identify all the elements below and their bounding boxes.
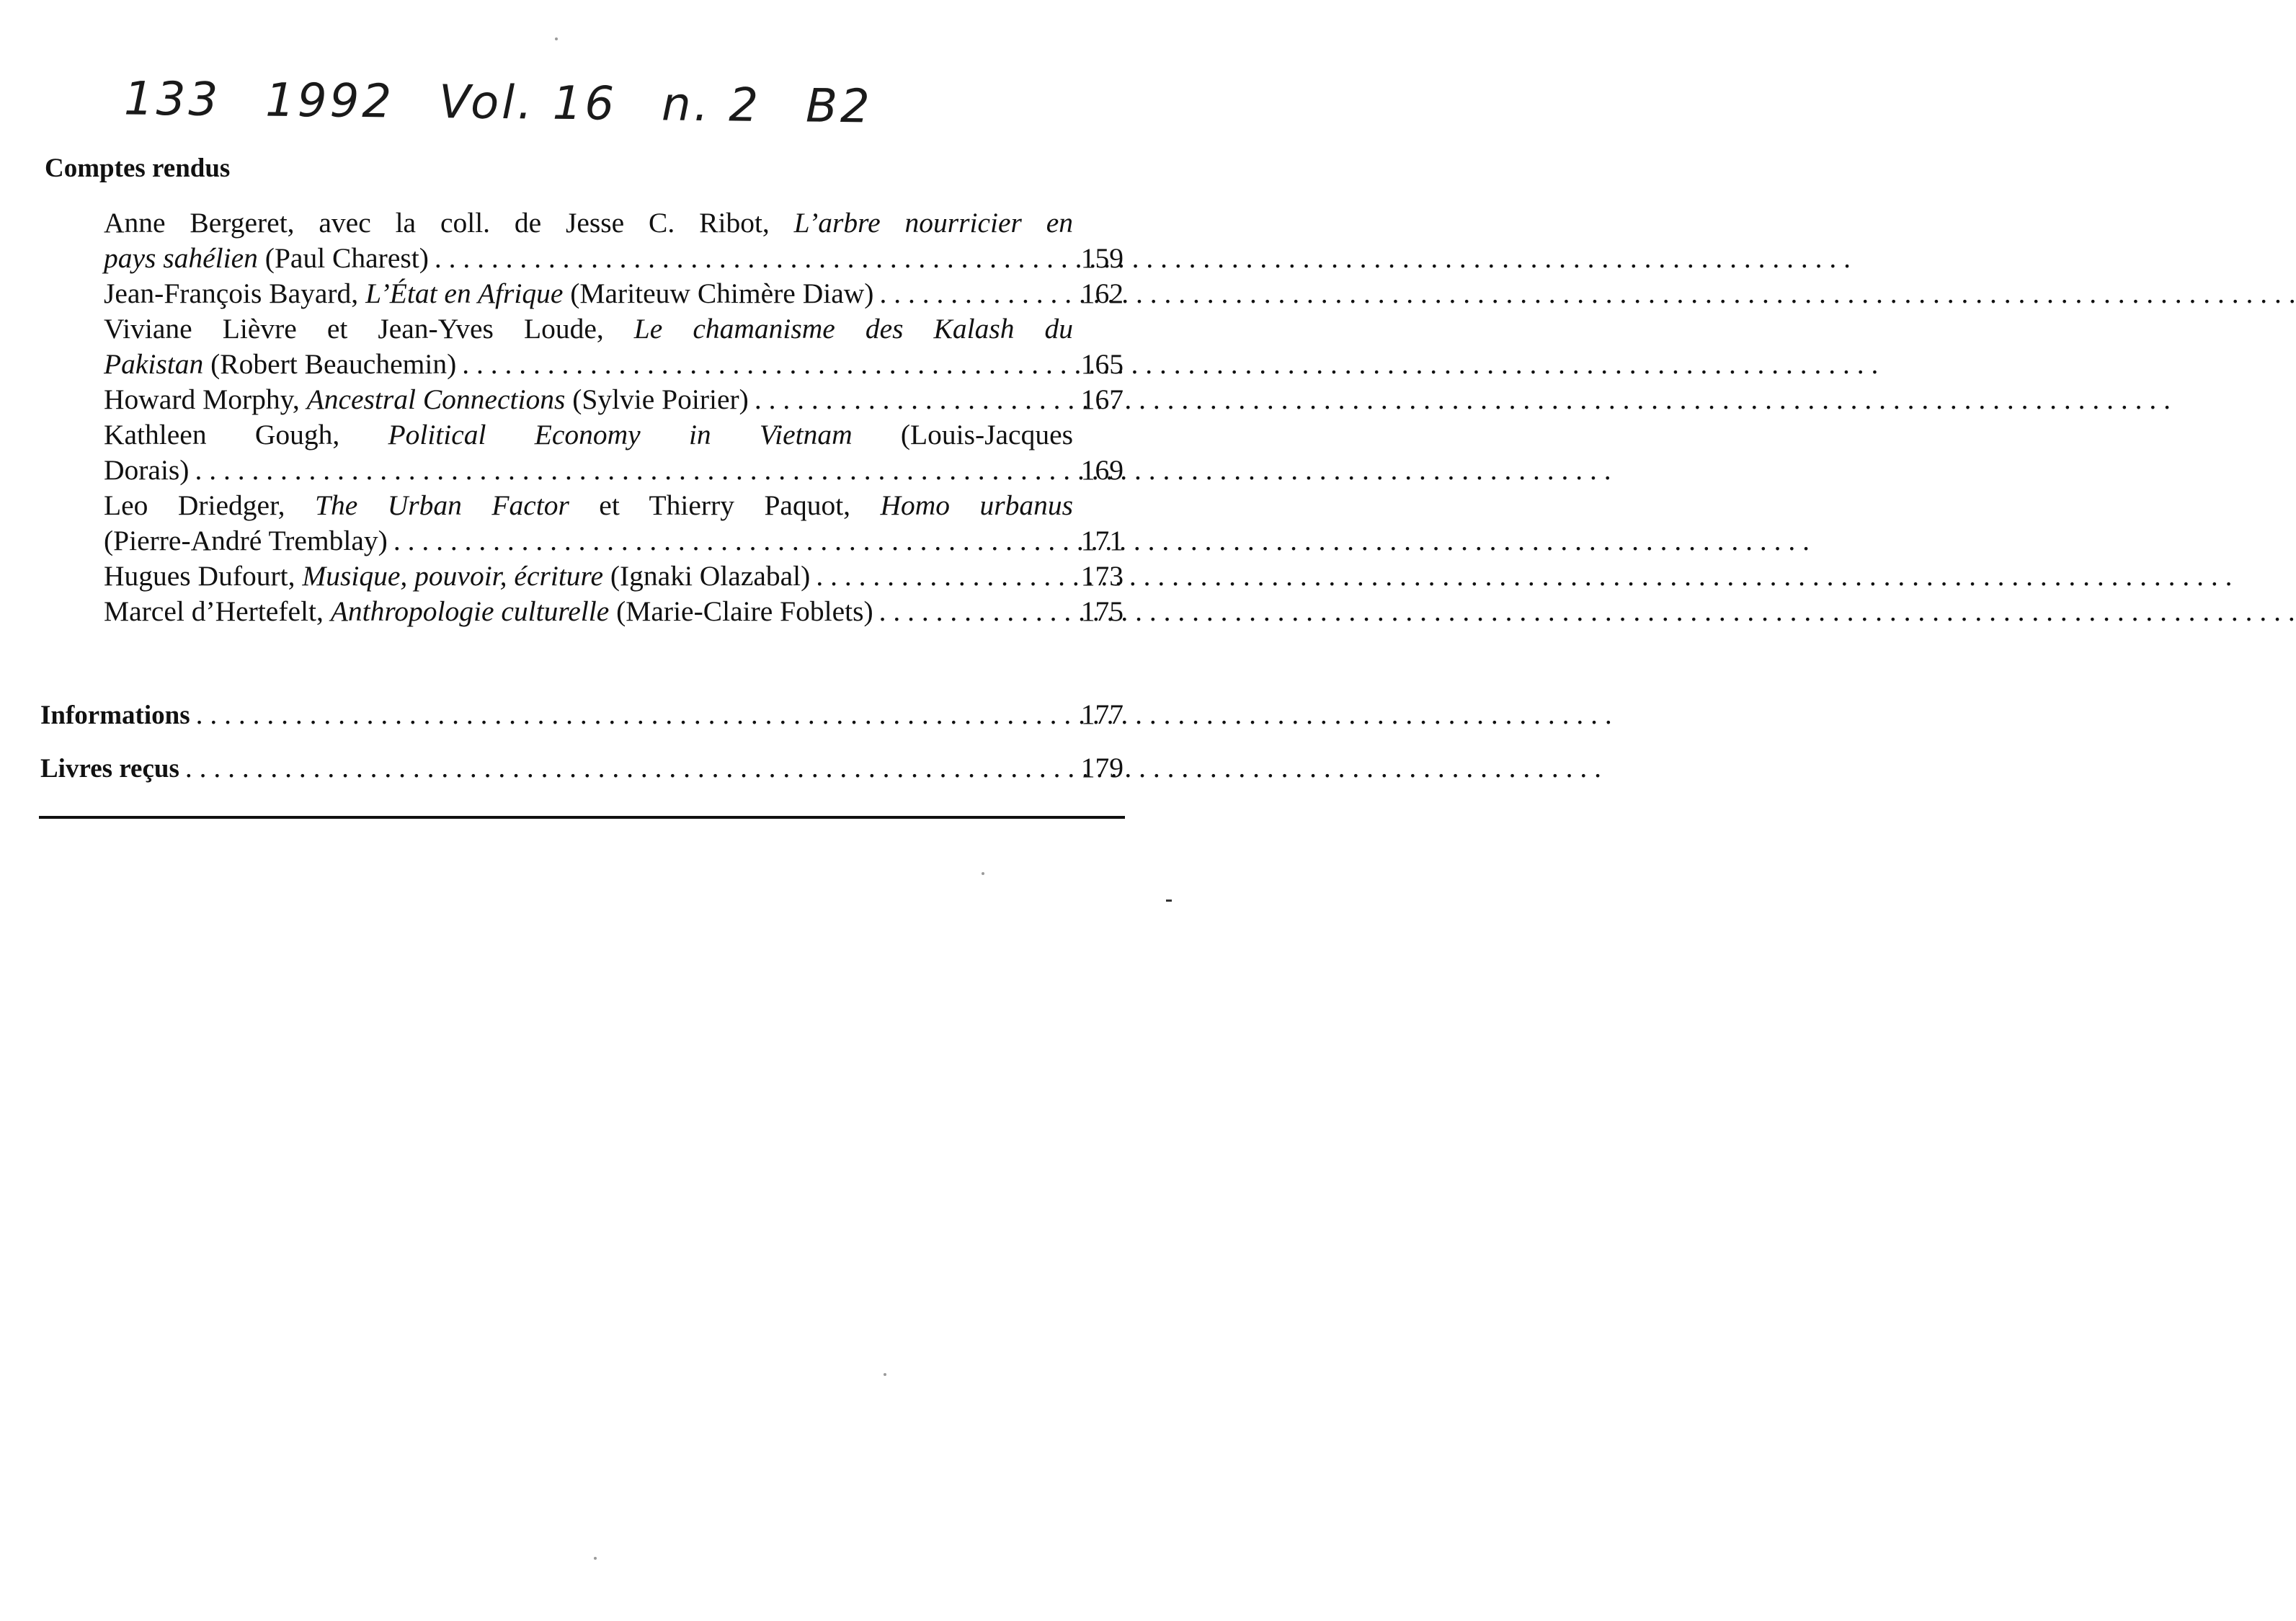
entry-title-text: L’État en Afrique xyxy=(365,277,564,309)
entry-title-text: The Urban Factor xyxy=(315,489,569,521)
section-title: Comptes rendus xyxy=(45,154,231,183)
section-entry xyxy=(40,751,1123,784)
entry-text: Hugues Dufourt, xyxy=(104,560,303,592)
dot-leader xyxy=(185,751,1063,784)
page-number: 175 xyxy=(1080,595,1123,627)
entry-title-text: Homo urbanus xyxy=(880,489,1074,521)
scan-speck xyxy=(1166,900,1172,902)
entry-title-text: Musique, pouvoir, écriture xyxy=(302,560,603,592)
entry-text: (Louis-Jacques xyxy=(852,419,1073,450)
handwritten-note-part: Vol. 16 xyxy=(438,76,618,131)
entry-text: (Pierre-André Tremblay) xyxy=(104,525,388,556)
scan-speck xyxy=(884,1373,886,1376)
entry-text: (Mariteuw Chimère Diaw) xyxy=(563,277,874,309)
page-number: 159 xyxy=(1080,242,1123,274)
entry-text: (Robert Beauchemin) xyxy=(203,348,457,380)
other-sections xyxy=(40,0,1123,807)
entry-title-text: Anthropologie culturelle xyxy=(330,595,610,627)
entry-text: Howard Morphy, xyxy=(104,383,307,415)
scan-speck xyxy=(555,37,558,40)
entry-text: (Paul Charest) xyxy=(257,242,429,274)
page-number: 179 xyxy=(1080,752,1123,783)
entry-text: (Sylvie Poirier) xyxy=(565,383,749,415)
entry-text: et Thierry Paquot, xyxy=(569,489,881,521)
entry-title-text: Ancestral Connections xyxy=(306,383,566,415)
entry-text: (Marie-Claire Foblets) xyxy=(609,595,873,627)
page-number: 167 xyxy=(1080,383,1123,415)
entry-text: Dorais) xyxy=(104,454,190,486)
handwritten-note-part: n. 2 xyxy=(661,78,762,133)
entry-title-text: L’arbre nourricier en xyxy=(793,207,1073,239)
page-number: 165 xyxy=(1080,348,1123,380)
handwritten-note-part: 133 xyxy=(123,72,221,127)
section-entry xyxy=(40,698,1123,731)
entry-text: Marcel d’Hertefelt, xyxy=(104,595,331,627)
entry-title-text: Pakistan xyxy=(104,348,204,380)
scan-speck xyxy=(982,872,984,875)
page-number: 173 xyxy=(1080,560,1123,592)
page-number: 177 xyxy=(1080,698,1123,730)
entry-text: Kathleen Gough, xyxy=(104,419,388,450)
dot-leader xyxy=(196,698,1063,731)
scan-speck xyxy=(594,1557,597,1560)
handwritten-note-part: B2 xyxy=(805,79,873,134)
handwritten-note-part: 1992 xyxy=(264,74,395,129)
entry-title-text: Le chamanisme des Kalash du xyxy=(633,313,1074,345)
entry-text: Anne Bergeret, avec la coll. de Jesse C. Ribot, xyxy=(104,207,794,239)
entry-title-text: pays sahélien xyxy=(104,242,258,274)
entry-text: Jean-François Bayard, xyxy=(104,277,366,309)
section-label: Livres reçus xyxy=(40,754,179,783)
entry-text: Viviane Lièvre et Jean-Yves Loude, xyxy=(104,313,634,345)
page-number: 169 xyxy=(1080,454,1123,486)
page-number: 171 xyxy=(1080,525,1123,556)
entry-title-text: Political Economy in Vietnam xyxy=(388,419,853,450)
page-number: 162 xyxy=(1080,277,1123,309)
entry-text: Leo Driedger, xyxy=(104,489,315,521)
entry-text: (Ignaki Olazabal) xyxy=(602,560,811,592)
section-label: Informations xyxy=(40,701,190,730)
bottom-rule xyxy=(39,816,1125,819)
